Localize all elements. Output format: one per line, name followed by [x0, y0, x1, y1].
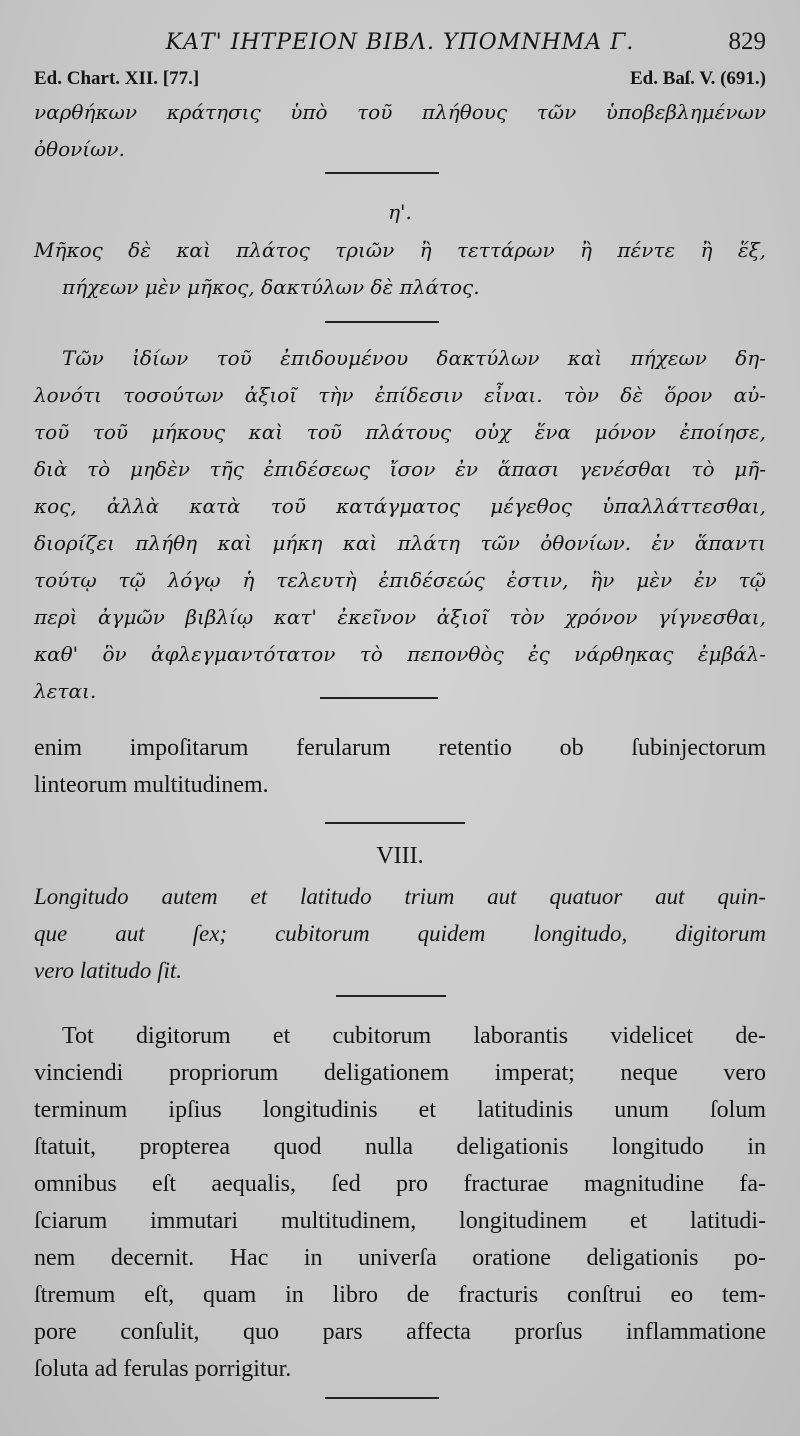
text-line: linteorum multitudinem.	[34, 772, 269, 798]
greek-intro	[34, 94, 766, 168]
text-line: ὀθονίων.	[34, 137, 125, 161]
text-line: λεται.	[34, 679, 97, 703]
section-rule	[325, 172, 439, 174]
text-line: terminum ipſius longitudinis et latitudinis unum ſolum	[34, 1097, 766, 1123]
text-line: enim impoſitarum ferularum retentio ob ſubinjectorum	[34, 735, 766, 761]
section-rule	[320, 697, 438, 699]
text-line: Longitudo autem et latitudo trium aut quatuor aut quin-	[34, 884, 766, 909]
text-line: πήχεων μὲν μῆκος, δακτύλων δὲ πλάτος.	[62, 275, 480, 299]
text-line: Μῆκος δὲ καὶ πλάτος τριῶν ἢ τεττάρων ἢ πέντε ἢ ἕξ,	[34, 238, 766, 262]
edition-reference-left: Ed. Chart. XII. [77.]	[34, 68, 200, 89]
greek-lemma	[34, 232, 766, 306]
greek-commentary	[34, 340, 766, 710]
page-number: 829	[728, 28, 766, 55]
text-line: λονότι τοσούτων ἀξιοῖ τὴν ἐπίδεσιν εἶναι. τὸν δὲ ὅρον αὐ-	[34, 383, 766, 407]
text-line: vinciendi propriorum deligationem imperat; neque vero	[34, 1060, 766, 1086]
running-header: ΚΑΤ' ΙΗΤΡΕΙΟΝ ΒΙΒΛ. ΥΠΟΜΝΗΜΑ Γ.	[165, 30, 635, 55]
text-line: διὰ τὸ μηδὲν τῆς ἐπιδέσεως ἴσον ἐν ἅπασι γενέσθαι τὸ μῆ-	[34, 457, 766, 481]
text-line: τούτῳ τῷ λόγῳ ἡ τελευτὴ ἐπιδέσεώς ἐστιν, ἣν μὲν ἐν τῷ	[34, 568, 766, 592]
text-line: ſtremum eſt, quam in libro de fracturis conſtrui eo tem-	[34, 1282, 766, 1308]
text-line: Tot digitorum et cubitorum laborantis videlicet de-	[62, 1023, 766, 1049]
text-line: omnibus eſt aequalis, ſed pro fracturae magnitudine fa-	[34, 1171, 766, 1197]
latin-intro	[34, 730, 766, 804]
text-line: τοῦ τοῦ μήκους καὶ τοῦ πλάτους οὐχ ἕνα μόνον ἐποίησε,	[34, 420, 766, 444]
text-line: καθ' ὃν ἀφλεγμαντότατον τὸ πεπονθὸς ἐς νάρθηκας ἐμβάλ-	[34, 642, 766, 666]
text-line: nem decernit. Hac in univerſa oratione deligationis po-	[34, 1245, 766, 1271]
text-line: que aut ſex; cubitorum quidem longitudo, digitorum	[34, 921, 766, 946]
text-line: διορίζει πλήθη καὶ μήκη καὶ πλάτη τῶν ὀθονίων. ἐν ἅπαντι	[34, 531, 766, 555]
latin-lemma	[34, 878, 766, 989]
text-line: pore conſulit, quo pars affecta prorſus inflammatione	[34, 1319, 766, 1345]
edition-reference-right: Ed. Baſ. V. (691.)	[629, 68, 766, 89]
section-rule	[325, 822, 465, 824]
section-rule	[336, 995, 446, 997]
latin-section-number: VIII.	[376, 843, 424, 869]
text-line: ſoluta ad ferulas porrigitur.	[34, 1356, 292, 1382]
text-line: Τῶν ἰδίων τοῦ ἐπιδουμένου δακτύλων καὶ πήχεων δη-	[62, 346, 766, 370]
text-line: vero latitudo ſit.	[34, 958, 182, 983]
text-line: περὶ ἀγμῶν βιβλίῳ κατ' ἐκεῖνον ἀξιοῖ τὸν χρόνον γίγνεσθαι,	[34, 605, 766, 629]
text-line: ſciarum immutari multitudinem, longitudinem et latitudi-	[34, 1208, 766, 1234]
text-line: κος, ἀλλὰ κατὰ τοῦ κατάγματος μέγεθος ὑπαλλάττεσθαι,	[34, 494, 766, 518]
section-rule	[325, 1397, 439, 1399]
latin-commentary	[34, 1018, 766, 1388]
text-line: ſtatuit, propterea quod nulla deligationis longitudo in	[34, 1134, 766, 1160]
text-line: ναρθήκων κράτησις ὑπὸ τοῦ πλήθους τῶν ὑποβεβλημένων	[34, 100, 766, 124]
greek-section-number: η'.	[388, 200, 412, 224]
section-rule	[325, 321, 439, 323]
